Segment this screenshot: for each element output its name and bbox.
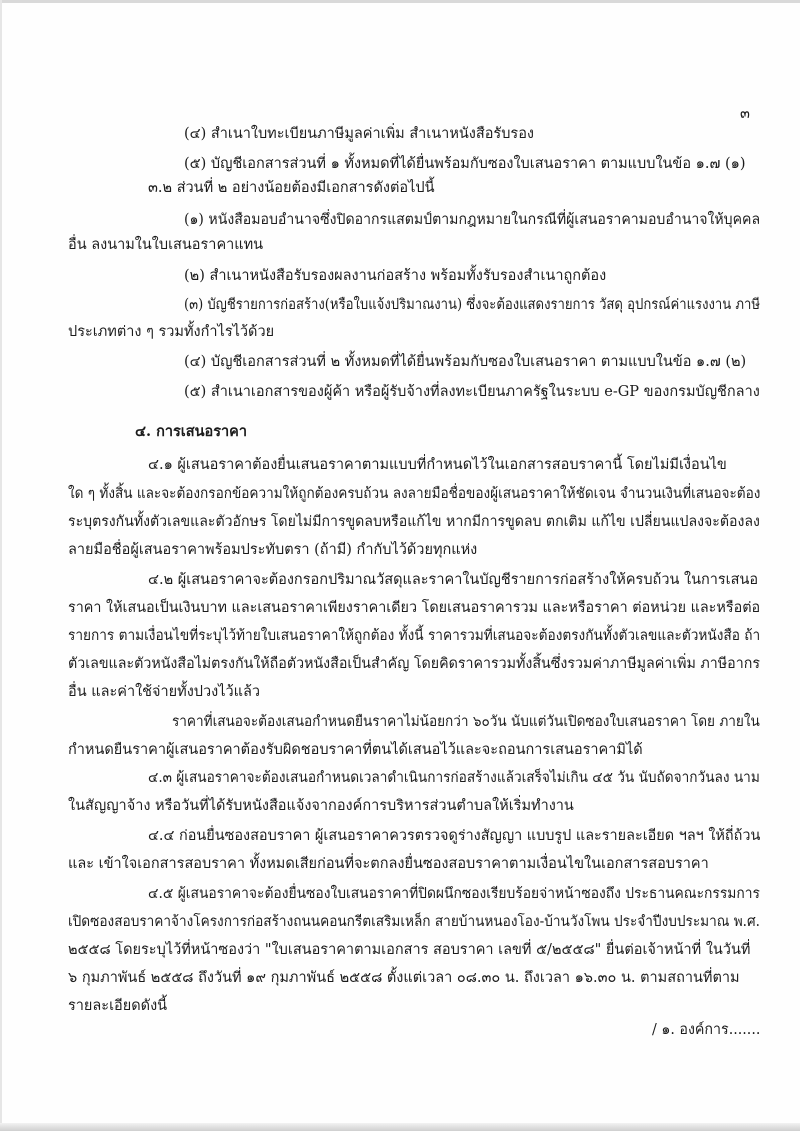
text-line: ราคาที่เสนอจะต้องเสนอกำหนดยืนราคาไม่น้อยกว่า ๖๐วัน นับแต่วันเปิดซองใบเสนอราคา โดย ภายใน [172,714,760,730]
text-line: และ เข้าใจเอกสารสอบราคา ทั้งหมดเสียก่อนที่จะตกลงยื่นซองสอบราคาตามเงื่อนไขในเอกสารสอบราคา [68,856,709,872]
text-line: ๔.๒ ผู้เสนอราคาจะต้องกรอกปริมาณวัสดุและราคาในบัญชีรายการก่อสร้างให้ครบถ้วน ในการเสนอ [148,572,759,588]
text-line: ระบุตรงกันทั้งตัวเลขและตัวอักษร โดยไม่มีการขูดลบหรือแก้ไข หากมีการขูดลบ ตกเติม แก้ไข เปลี่ยนแปลงจะต้องลง [68,514,760,530]
continuation-note: / ๑. องค์การ....... [652,1022,761,1038]
text-line: (๔) บัญชีเอกสารส่วนที่ ๒ ทั้งหมดที่ได้ยื่นพร้อมกับซองใบเสนอราคา ตามแบบในข้อ ๑.๗ (๒) [184,354,747,370]
section-heading: ๓.๒ ส่วนที่ ๒ อย่างน้อยต้องมีเอกสารดังต่อไปนี้ [148,180,435,196]
text-line: ๖ กุมภาพันธ์ ๒๕๕๘ ถึงวันที่ ๑๙ กุมภาพันธ์ ๒๕๕๘ ตั้งแต่เวลา ๐๘.๓๐ น. ถึงเวลา ๑๖.๓๐ น. ตามสถานที่ตาม [68,970,740,986]
text-line: ๔.๔ ก่อนยื่นซองสอบราคา ผู้เสนอราคาควรตรวจดูร่างสัญญา แบบรูป และรายละเอียด ฯลฯ ให้ถี่ถ้วน [148,828,761,844]
page-number: ๓ [740,106,750,122]
text-line: (๔) สำเนาใบทะเบียนภาษีมูลค่าเพิ่ม สำเนาหนังสือรับรอง [184,126,535,142]
text-line: กำหนดยืนราคาผู้เสนอราคาต้องรับผิดชอบราคาที่ตนได้เสนอไว้และจะถอนการเสนอราคามิได้ [68,742,643,758]
text-line: อื่น และค่าใช้จ่ายทั้งปวงไว้แล้ว [68,684,261,700]
text-line: รายการ ตามเงื่อนไขที่ระบุไว้ท้ายใบเสนอราคาให้ถูกต้อง ทั้งนี้ ราคารวมที่เสนอจะต้องตรงกันทั้งตัวเลขและตัวหนังสือ ถ้า [68,628,761,644]
scan-edge-bottom [0,1123,800,1131]
text-line: ประเภทต่าง ๆ รวมทั้งกำไรไว้ด้วย [68,324,275,340]
text-line: ลายมือชื่อผู้เสนอราคาพร้อมประทับตรา (ถ้ามี) กำกับไว้ด้วยทุกแห่ง [68,542,478,558]
scan-edge-left [0,0,2,1131]
section-title: ๔. การเสนอราคา [135,423,247,440]
text-line: ๔.๑ ผู้เสนอราคาต้องยื่นเสนอราคาตามแบบที่กำหนดไว้ในเอกสารสอบราคานี้ โดยไม่มีเงื่อนไข [148,457,727,473]
text-line: (๓) บัญชีรายการก่อสร้าง(หรือใบแจ้งปริมาณงาน) ซึ่งจะต้องแสดงรายการ วัสดุ อุปกรณ์ค่าแรงงาน ภาษี [184,297,761,313]
text-line: อื่น ลงนามในใบเสนอราคาแทน [68,237,264,253]
text-line: (๕) สำเนาเอกสารของผู้ค้า หรือผู้รับจ้างที่ลงทะเบียนภาครัฐในระบบ e-GP ของกรมบัญชีกลาง [184,384,760,400]
text-line: ในสัญญาจ้าง หรือวันที่ได้รับหนังสือแจ้งจากองค์การบริหารส่วนตำบลให้เริ่มทำงาน [68,798,574,814]
text-line: (๕) บัญชีเอกสารส่วนที่ ๑ ทั้งหมดที่ได้ยื่นพร้อมกับซองใบเสนอราคา ตามแบบในข้อ ๑.๗ (๑) [184,156,746,172]
text-line: ราคา ให้เสนอเป็นเงินบาท และเสนอราคาเพียงราคาเดียว โดยเสนอราคารวม และหรือราคา ต่อหน่วย และหรือต่อ [68,600,761,616]
text-line: ใด ๆ ทั้งสิ้น และจะต้องกรอกข้อความให้ถูกต้องครบถ้วน ลงลายมือชื่อของผู้เสนอราคาให้ชัดเจน จำนวนเงินที่เสนอจะต้อง [68,486,761,502]
text-line: ตัวเลขและตัวหนังสือไม่ตรงกันให้ถือตัวหนังสือเป็นสำคัญ โดยคิดราคารวมทั้งสิ้นซึ่งรวมค่าภาษีมูลค่าเพิ่ม ภาษีอากร [68,656,760,672]
text-line: เปิดซองสอบราคาจ้างโครงการก่อสร้างถนนคอนกรีตเสริมเหล็ก สายบ้านหนองโอง-บ้านวังโพน ประจำปีงบประมาณ พ.ศ. [68,914,760,930]
scan-edge-top [0,0,800,3]
text-line: ๒๕๕๘ โดยระบุไว้ที่หน้าซองว่า "ใบเสนอราคาตามเอกสาร สอบราคา เลขที่ ๕/๒๕๕๘" ยื่นต่อเจ้าหน้าที่ ในวันที่ [68,942,751,958]
text-line: รายละเอียดดังนี้ [68,998,168,1014]
text-line: (๒) สำเนาหนังสือรับรองผลงานก่อสร้าง พร้อมทั้งรับรองสำเนาถูกต้อง [184,268,607,284]
text-line: ๔.๕ ผู้เสนอราคาจะต้องยื่นซองใบเสนอราคาที่ปิดผนึกซองเรียบร้อยจ่าหน้าซองถึง ประธานคณะกรรมการ [148,886,760,902]
text-line: (๑) หนังสือมอบอำนาจซึ่งปิดอากรแสตมป์ตามกฎหมายในกรณีที่ผู้เสนอราคามอบอำนาจให้บุคคล [184,212,761,228]
text-line: ๔.๓ ผู้เสนอราคาจะต้องเสนอกำหนดเวลาดำเนินการก่อสร้างแล้วเสร็จไม่เกิน ๔๕ วัน นับถัดจากวันลง นาม [148,770,760,786]
